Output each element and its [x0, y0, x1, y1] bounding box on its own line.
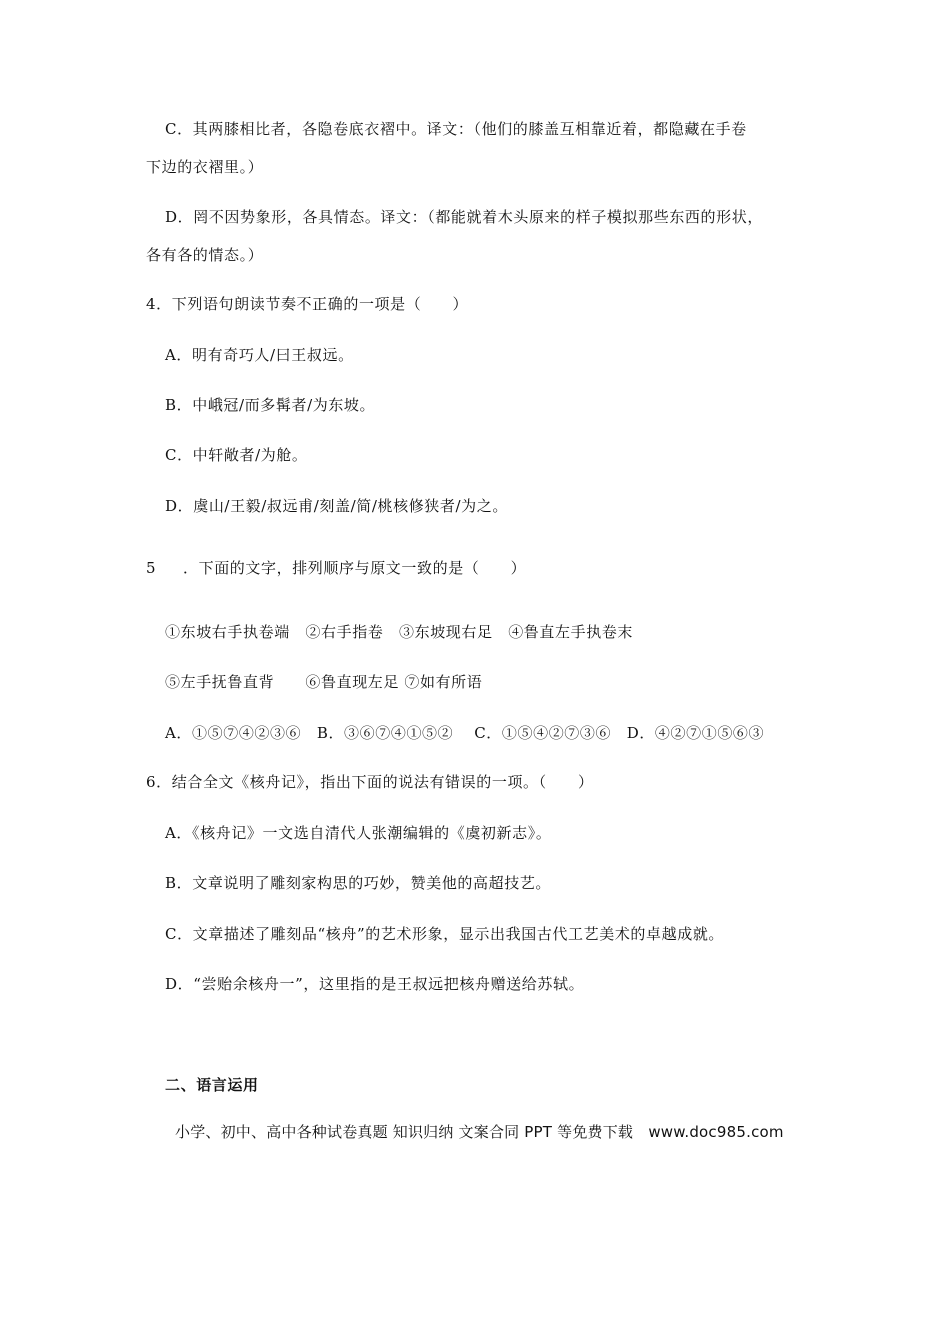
q3-option-d-line1: D．罔不因势象形，各具情态。译文：（都能就着木头原来的样子模拟那些东西的形状， [165, 208, 763, 226]
q6-option-b: B．文章说明了雕刻家构思的巧妙，赞美他的高超技艺。 [165, 874, 552, 892]
q5-items-line1: ①东坡右手执卷端 ②右手指卷 ③东坡现右足 ④鲁直左手执卷末 [165, 623, 634, 641]
q3-option-c-line2: 下边的衣褶里。） [146, 158, 264, 176]
q6-option-c: C．文章描述了雕刻品“核舟”的艺术形象，显示出我国古代工艺美术的卓越成就。 [165, 925, 725, 943]
q5-options: A．①⑤⑦④②③⑥ B．③⑥⑦④①⑤② C．①⑤④②⑦③⑥ D．④②⑦①⑤⑥③ [165, 724, 765, 742]
q6-stem: 6．结合全文《核舟记》，指出下面的说法有错误的一项。（ ） [146, 773, 594, 791]
q3-option-c-line1: C．其两膝相比者，各隐卷底衣褶中。译文：（他们的膝盖互相靠近着，都隐藏在手卷 [165, 120, 747, 138]
q5-stem: ．下面的文字，排列顺序与原文一致的是（ ） [183, 559, 527, 577]
q4-option-b: B．中峨冠/而多髯者/为东坡。 [165, 396, 376, 414]
q4-stem: 4．下列语句朗读节奏不正确的一项是（ ） [146, 295, 469, 313]
q6-option-d: D．“尝贻余核舟一”，这里指的是王叔远把核舟赠送给苏轼。 [165, 975, 585, 993]
footer-note: 小学、初中、高中各种试卷真题 知识归纳 文案合同 PPT 等免费下载 www.doc985.com [175, 1123, 784, 1141]
section-heading: 二、语言运用 [165, 1076, 259, 1094]
q4-option-d: D．虞山/王毅/叔远甫/刻盖/简/桃核修狭者/为之。 [165, 497, 508, 515]
q4-option-a: A．明有奇巧人/曰王叔远。 [165, 346, 354, 364]
q6-option-a: A．《核舟记》一文选自清代人张潮编辑的《虞初新志》。 [165, 824, 552, 842]
q3-option-d-line2: 各有各的情态。） [146, 246, 264, 264]
q4-option-c: C．中轩敞者/为舱。 [165, 446, 308, 464]
q5-items-line2: ⑤左手抚鲁直背 ⑥鲁直现左足 ⑦如有所语 [165, 673, 483, 691]
q5-number: 5 [146, 559, 157, 577]
